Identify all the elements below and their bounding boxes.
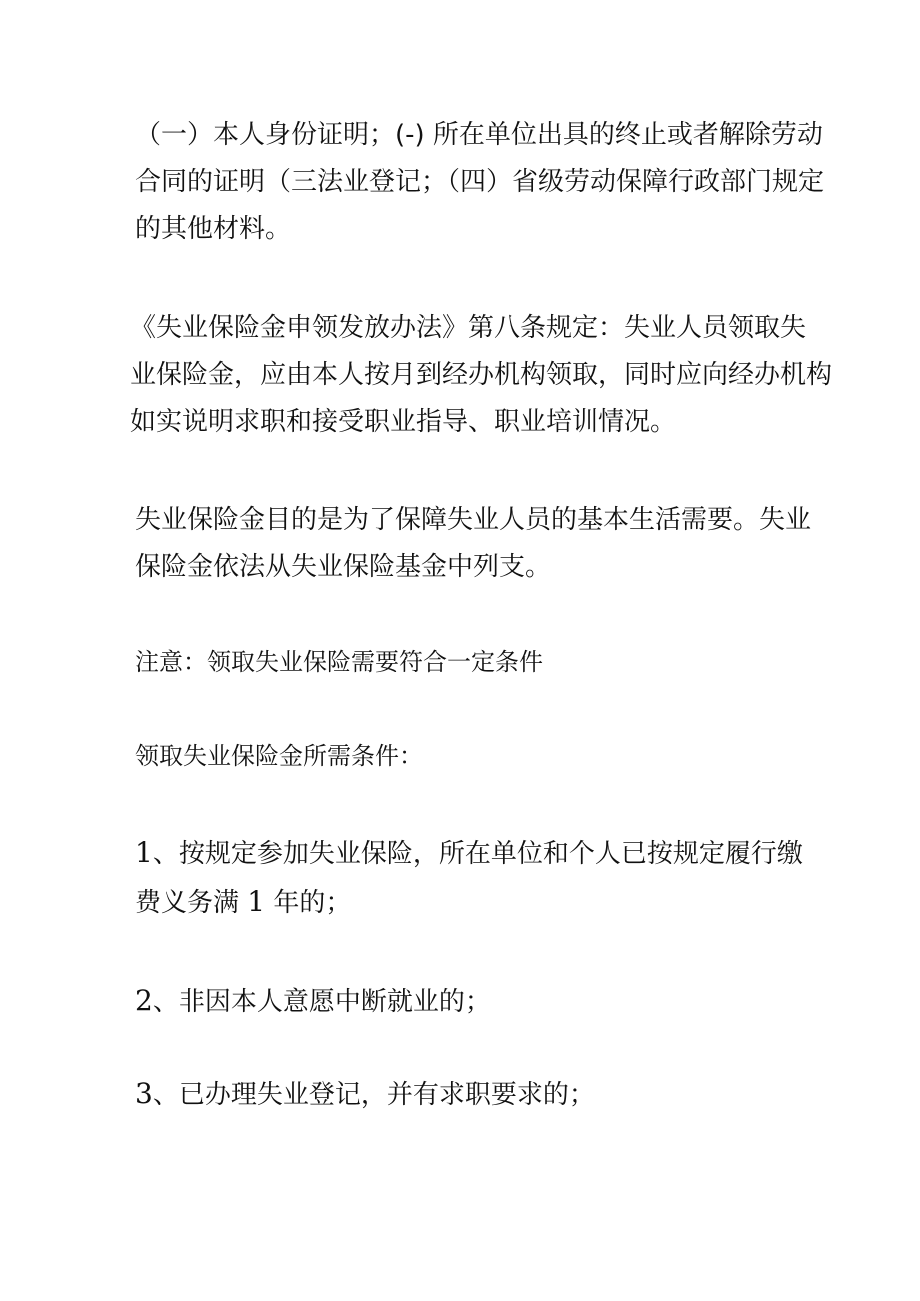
list-text: 、非因本人意愿中断就业的； (152, 987, 491, 1017)
text-line: 的其他材料。 (135, 214, 292, 244)
list-text: 、已办理失业登记，并有求职要求的； (152, 1080, 595, 1110)
paragraph-note (135, 639, 795, 686)
paragraph-required-materials (135, 112, 825, 253)
inline-number: 1 (247, 885, 266, 918)
paragraph-article-eight (130, 305, 833, 446)
paragraph-purpose (135, 497, 812, 591)
list-number: 3 (135, 1077, 153, 1110)
text-line: 《失业保险金申领发放办法》第八条规定：失业人员领取失 (130, 313, 807, 343)
text-line: 业保险金，应由本人按月到经办机构领取，同时应向经办机构 (130, 360, 833, 390)
list-text: 费义务满 (135, 888, 248, 918)
text-line: 如实说明求职和接受职业指导、职业培训情况。 (130, 407, 677, 437)
text-line: （一）本人身份证明；(-) 所在单位出具的终止或者解除劳动 (135, 120, 823, 150)
text-line: 保险金依法从失业保险基金中列支。 (135, 552, 552, 582)
list-item-condition-3 (135, 1070, 795, 1119)
text-line (135, 977, 795, 1026)
list-text: 年的； (265, 888, 352, 918)
list-text: 、按规定参加失业保险，所在单位和个人已按规定履行缴 (152, 839, 803, 869)
text-line: 合同的证明（三法业登记；（四）省级劳动保障行政部门规定 (135, 167, 825, 197)
text-line (135, 1070, 795, 1119)
text-line (135, 878, 795, 927)
list-item-condition-2 (135, 977, 795, 1026)
text-line: 注意：领取失业保险需要符合一定条件 (135, 648, 543, 676)
paragraph-conditions-heading (135, 733, 795, 780)
list-number: 1 (135, 836, 153, 869)
text-line: 领取失业保险金所需条件： (135, 742, 423, 770)
list-number: 2 (135, 984, 153, 1017)
text-line (135, 829, 803, 878)
text-line: 失业保险金目的是为了保障失业人员的基本生活需要。失业 (135, 505, 812, 535)
list-item-condition-1 (135, 829, 803, 927)
